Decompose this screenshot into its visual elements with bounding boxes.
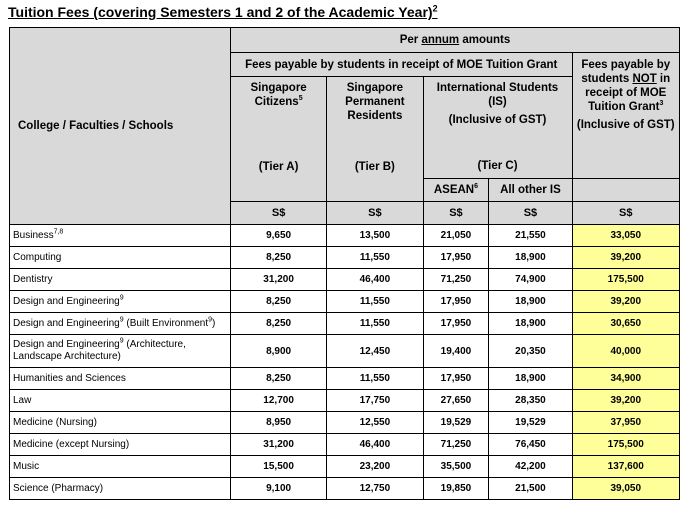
fee-tier-a: 8,250: [230, 247, 326, 269]
table-row: [10, 434, 680, 456]
fee-tier-a: 31,200: [230, 269, 326, 291]
fee-all-other-is: 21,500: [489, 478, 572, 500]
page-title: Tuition Fees (covering Semesters 1 and 2 of the Academic Year)$^2$: [8, 3, 438, 20]
fee-not-grant: 40,000: [572, 335, 680, 368]
fee-not-grant: 175,500: [572, 269, 680, 291]
table-row: [10, 478, 680, 500]
not-grant-header: Fees payable by students NOT in receipt of MOE Tuition Grant$^3$ (Inclusive of GST): [572, 53, 680, 179]
fee-tier-b: 13,500: [327, 225, 423, 247]
fee-tier-a: 8,250: [230, 368, 326, 390]
currency-label: S$: [489, 202, 572, 225]
currency-label: S$: [230, 202, 326, 225]
fee-tier-a: 31,200: [230, 434, 326, 456]
fee-all-other-is: 76,450: [489, 434, 572, 456]
fee-tier-b: 12,550: [327, 412, 423, 434]
fee-tier-b: 11,550: [327, 313, 423, 335]
fee-not-grant: 37,950: [572, 412, 680, 434]
fee-asean: 27,650: [423, 390, 489, 412]
fee-tier-a: 12,700: [230, 390, 326, 412]
fee-tier-a: 9,650: [230, 225, 326, 247]
fee-all-other-is: 18,900: [489, 247, 572, 269]
fee-asean: 35,500: [423, 456, 489, 478]
college-name: Medicine (Nursing): [10, 412, 231, 434]
college-name: Computing: [10, 247, 231, 269]
tier-b-label: (Tier B): [327, 155, 423, 179]
table-row: [10, 225, 680, 247]
fee-asean: 17,950: [423, 368, 489, 390]
table-row: [10, 313, 680, 335]
citizens-header: Singapore Citizens$^5$: [230, 77, 326, 155]
table-row: [10, 456, 680, 478]
fee-asean: 17,950: [423, 291, 489, 313]
fee-all-other-is: 18,900: [489, 368, 572, 390]
table-row: [10, 247, 680, 269]
fee-not-grant: 39,200: [572, 247, 680, 269]
college-name: Law: [10, 390, 231, 412]
table-row: [10, 291, 680, 313]
table-row: [10, 390, 680, 412]
fee-all-other-is: 20,350: [489, 335, 572, 368]
all-other-is-header: All other IS: [489, 179, 572, 202]
fee-tier-b: 11,550: [327, 291, 423, 313]
fee-tier-a: 8,250: [230, 313, 326, 335]
pr-header: Singapore Permanent Residents: [327, 77, 423, 155]
fee-not-grant: 175,500: [572, 434, 680, 456]
fee-tier-a: 8,250: [230, 291, 326, 313]
fee-tier-a: 8,900: [230, 335, 326, 368]
fee-tier-b: 46,400: [327, 434, 423, 456]
fee-tier-a: 9,100: [230, 478, 326, 500]
fee-asean: 21,050: [423, 225, 489, 247]
fee-not-grant: 39,200: [572, 291, 680, 313]
not-grant-spacer: [572, 179, 680, 202]
fee-tier-b: 12,450: [327, 335, 423, 368]
fee-tier-b: 12,750: [327, 478, 423, 500]
college-name: Business$^{7,8}$: [10, 225, 231, 247]
fee-all-other-is: 21,550: [489, 225, 572, 247]
fee-tier-a: 8,950: [230, 412, 326, 434]
tier-a-label: (Tier A): [230, 155, 326, 179]
fee-asean: 19,850: [423, 478, 489, 500]
college-name: Music: [10, 456, 231, 478]
currency-label: S$: [327, 202, 423, 225]
college-name: Humanities and Sciences: [10, 368, 231, 390]
college-name: Design and Engineering$^9$: [10, 291, 231, 313]
fee-all-other-is: 74,900: [489, 269, 572, 291]
fee-asean: 17,950: [423, 247, 489, 269]
table-row: [10, 412, 680, 434]
fee-asean: 19,400: [423, 335, 489, 368]
college-name: Science (Pharmacy): [10, 478, 231, 500]
fee-asean: 17,950: [423, 313, 489, 335]
fee-tier-b: 11,550: [327, 247, 423, 269]
asean-header: ASEAN$^6$: [423, 179, 489, 202]
college-name: Design and Engineering$^9$ (Built Environment$^9$): [10, 313, 231, 335]
fee-asean: 71,250: [423, 434, 489, 456]
tuition-fees-table: [9, 27, 680, 500]
fee-tier-b: 23,200: [327, 456, 423, 478]
fee-tier-b: 17,750: [327, 390, 423, 412]
college-name: Design and Engineering$^9$ (Architecture, Landscape Architecture): [10, 335, 231, 368]
table-row: [10, 335, 680, 368]
table-row: [10, 269, 680, 291]
fee-asean: 19,529: [423, 412, 489, 434]
currency-label: S$: [572, 202, 680, 225]
currency-label: S$: [423, 202, 489, 225]
table-row: [10, 368, 680, 390]
fee-tier-b: 46,400: [327, 269, 423, 291]
intl-header: International Students (IS) (Inclusive of GST): [423, 77, 572, 155]
fee-not-grant: 137,600: [572, 456, 680, 478]
fee-all-other-is: 18,900: [489, 291, 572, 313]
tier-a-spacer: [230, 179, 326, 202]
tier-b-spacer: [327, 179, 423, 202]
tier-c-label: (Tier C): [423, 155, 572, 179]
moe-grant-header: Fees payable by students in receipt of MOE Tuition Grant: [230, 53, 572, 77]
fee-all-other-is: 42,200: [489, 456, 572, 478]
fee-not-grant: 30,650: [572, 313, 680, 335]
fee-all-other-is: 19,529: [489, 412, 572, 434]
fee-not-grant: 39,200: [572, 390, 680, 412]
fee-not-grant: 39,050: [572, 478, 680, 500]
college-name: Dentistry: [10, 269, 231, 291]
fee-tier-a: 15,500: [230, 456, 326, 478]
per-annum-header: Per annum amounts: [230, 28, 679, 53]
fee-tier-b: 11,550: [327, 368, 423, 390]
fee-asean: 71,250: [423, 269, 489, 291]
fee-not-grant: 33,050: [572, 225, 680, 247]
college-name: Medicine (except Nursing): [10, 434, 231, 456]
fee-not-grant: 34,900: [572, 368, 680, 390]
fee-all-other-is: 28,350: [489, 390, 572, 412]
fee-all-other-is: 18,900: [489, 313, 572, 335]
college-column-header: College / Faculties / Schools: [10, 28, 231, 225]
